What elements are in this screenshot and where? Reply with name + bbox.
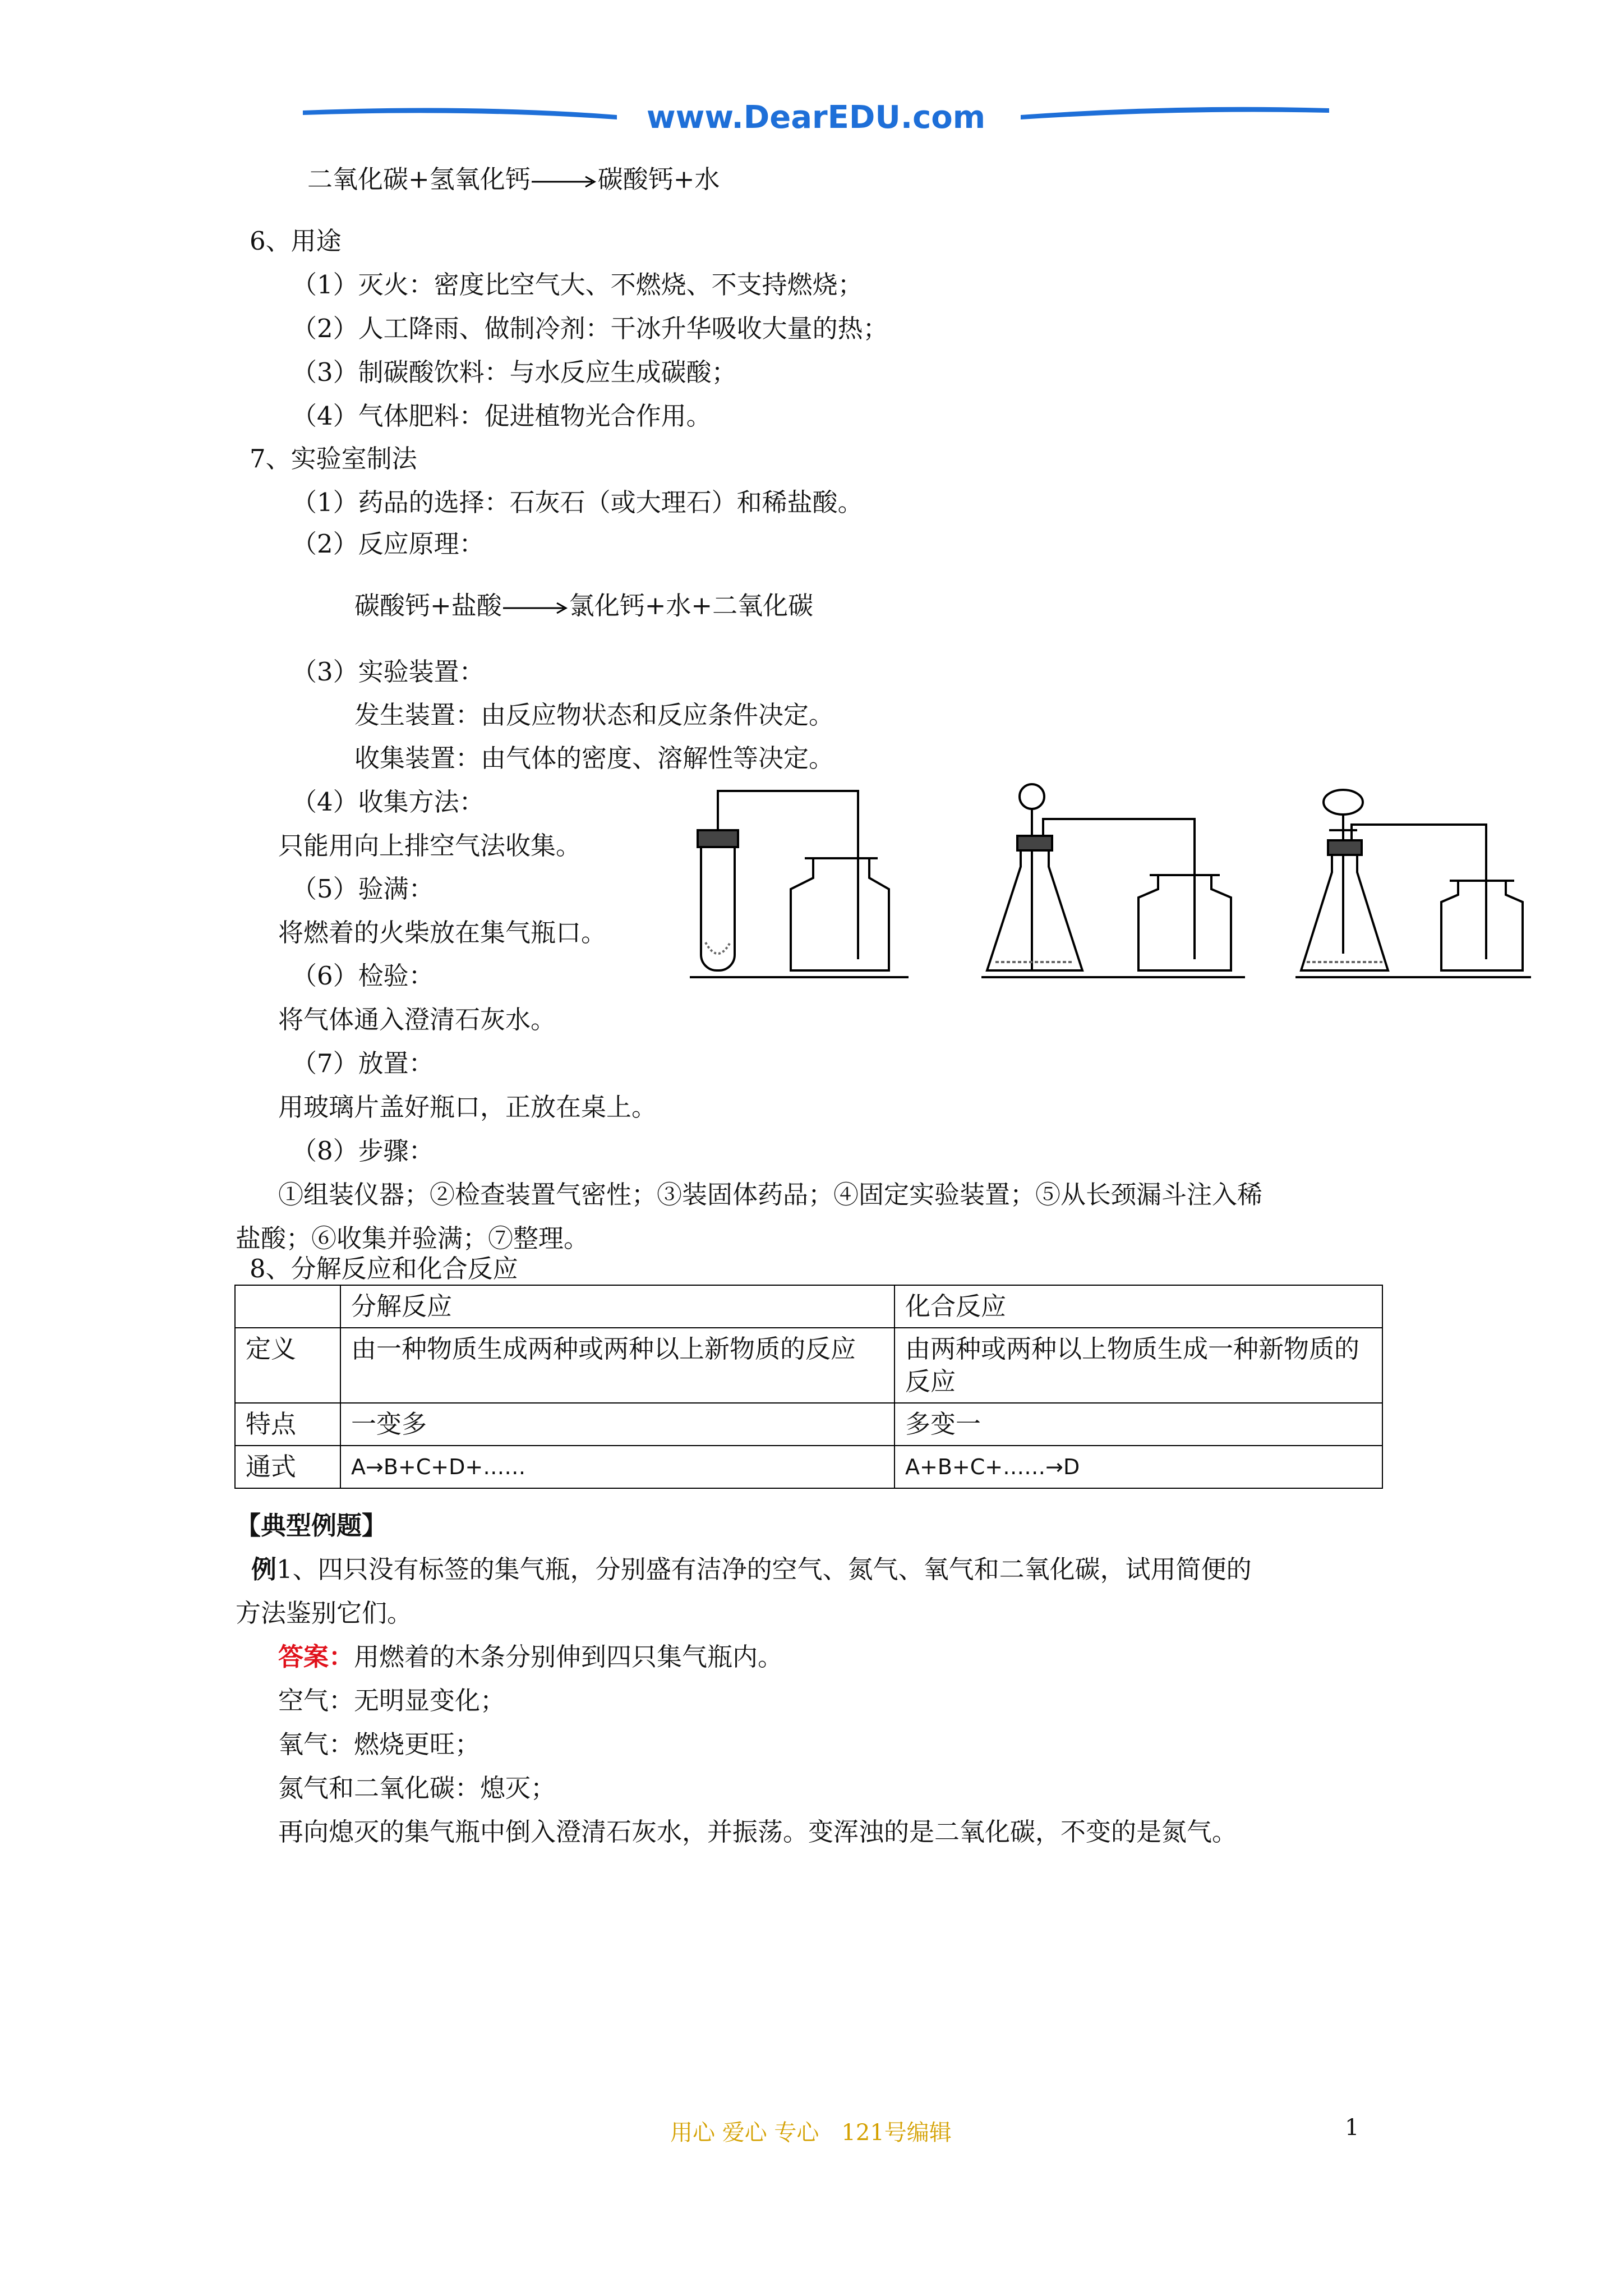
usage-item-3: （3）制碳酸饮料：与水反应生成碳酸； <box>292 357 737 387</box>
example-label: 例 <box>251 1554 277 1584</box>
apparatus-flask-thistle <box>981 784 1245 977</box>
table-cell: 多变一 <box>895 1403 1382 1446</box>
table-cell: 一变多 <box>340 1403 895 1446</box>
section-8-title: 8、分解反应和化合反应 <box>250 1254 518 1283</box>
generator-line: 发生装置：由反应物状态和反应条件决定。 <box>354 700 834 730</box>
equation-2-right: 氯化钙+水+二氧化碳 <box>569 591 814 620</box>
example-1-text: 1、四只没有标签的集气瓶，分别盛有洁净的空气、氮气、氧气和二氧化碳，试用简便的 <box>276 1554 1252 1584</box>
equation-2 <box>354 589 813 623</box>
table-cell: 特点 <box>235 1403 340 1446</box>
equation-1 <box>307 163 720 196</box>
table-cell: 由两种或两种以上物质生成一种新物质的反应 <box>895 1328 1382 1403</box>
table-cell: 由一种物质生成两种或两种以上新物质的反应 <box>340 1328 895 1403</box>
answer-final: 再向熄灭的集气瓶中倒入澄清石灰水，并振荡。变浑浊的是二氧化碳，不变的是氮气。 <box>278 1817 1238 1847</box>
equation-2-left: 碳酸钙+盐酸 <box>354 591 502 620</box>
table-header-cell: 分解反应 <box>340 1285 895 1328</box>
page-number: 1 <box>1345 2115 1359 2141</box>
collector-line: 收集装置：由气体的密度、溶解性等决定。 <box>354 743 834 773</box>
apparatus-line: （3）实验装置： <box>292 657 485 687</box>
example-1-line-1 <box>251 1553 1252 1586</box>
table-cell: 定义 <box>235 1328 340 1403</box>
section-6-title: 6、用途 <box>250 226 342 256</box>
steps-line-2: 盐酸；⑥收集并验满；⑦整理。 <box>236 1223 589 1253</box>
answer-line <box>278 1640 783 1674</box>
answer-text: 用燃着的木条分别伸到四只集气瓶内。 <box>354 1642 783 1672</box>
apparatus-flask-separatory <box>1295 790 1531 977</box>
table-header-row <box>235 1285 1382 1328</box>
test-title: （6）检验： <box>292 961 434 991</box>
answer-label: 答案： <box>278 1642 354 1672</box>
steps-line-1: ①组装仪器；②检查装置气密性；③装固体药品；④固定实验装置；⑤从长颈漏斗注入稀 <box>278 1180 1263 1209</box>
table-row <box>235 1328 1382 1403</box>
table-header-cell: 化合反应 <box>895 1285 1382 1328</box>
steps-title: （8）步骤： <box>292 1136 434 1166</box>
equation-1-left: 二氧化碳+氢氧化钙 <box>307 164 531 194</box>
apparatus-figure <box>690 774 1531 987</box>
apparatus-test-tube <box>690 791 909 977</box>
table-cell: A→B+C+D+…… <box>340 1446 895 1488</box>
section-7-title: 7、实验室制法 <box>250 444 417 473</box>
drugs-line: （1）药品的选择：石灰石（或大理石）和稀盐酸。 <box>292 487 863 517</box>
example-1-line-2: 方法鉴别它们。 <box>236 1598 413 1628</box>
full-check-text: 将燃着的火柴放在集气瓶口。 <box>278 918 607 947</box>
answer-oxygen: 氧气：燃烧更旺； <box>278 1729 481 1759</box>
footer-credit: 用心 爱心 专心 121号编辑 <box>670 2120 952 2146</box>
reaction-arrow-icon <box>531 173 598 190</box>
reaction-compare-table <box>234 1285 1383 1489</box>
table-row <box>235 1403 1382 1446</box>
table-cell: 通式 <box>235 1446 340 1488</box>
site-url: www.DearEDU.com <box>646 99 986 136</box>
full-check-title: （5）验满： <box>292 874 434 904</box>
table-cell: A+B+C+……→D <box>895 1446 1382 1488</box>
table-row <box>235 1446 1382 1488</box>
answer-n2-co2: 氮气和二氧化碳：熄灭； <box>278 1773 556 1803</box>
place-title: （7）放置： <box>292 1048 434 1078</box>
usage-item-2: （2）人工降雨、做制冷剂：干冰升华吸收大量的热； <box>292 314 888 343</box>
examples-title: 【典型例题】 <box>236 1511 388 1540</box>
reaction-arrow-icon <box>502 600 569 616</box>
answer-air: 空气：无明显变化； <box>278 1686 506 1715</box>
usage-item-1: （1）灭火：密度比空气大、不燃烧、不支持燃烧； <box>292 270 863 300</box>
principle-line: （2）反应原理： <box>292 529 485 559</box>
header-banner <box>303 98 1329 137</box>
collect-method-text: 只能用向上排空气法收集。 <box>278 831 582 861</box>
usage-item-4: （4）气体肥料：促进植物光合作用。 <box>292 401 712 431</box>
test-text: 将气体通入澄清石灰水。 <box>278 1005 556 1034</box>
place-text: 用玻璃片盖好瓶口，正放在桌上。 <box>278 1092 657 1122</box>
equation-1-right: 碳酸钙+水 <box>597 164 720 194</box>
collect-method-title: （4）收集方法： <box>292 787 485 817</box>
table-header-cell <box>235 1285 340 1328</box>
